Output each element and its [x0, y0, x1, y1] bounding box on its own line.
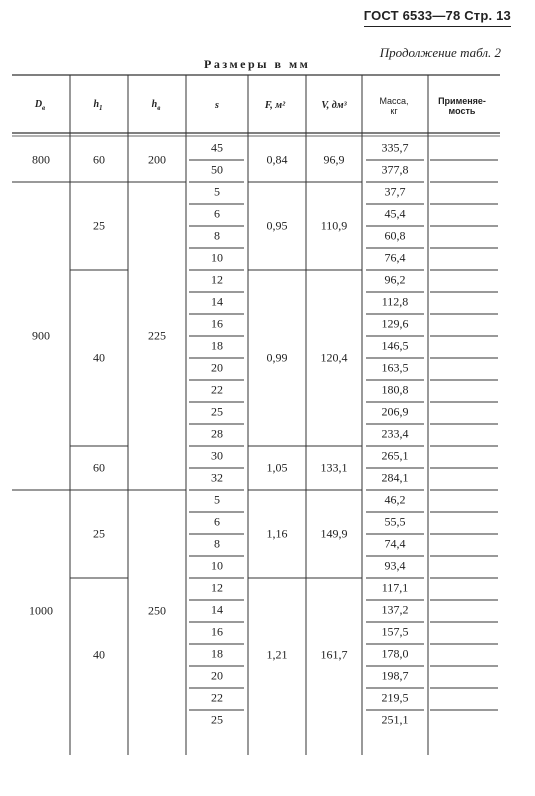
header-mass: Масса, кг: [379, 96, 409, 116]
cell-s: 12: [211, 272, 223, 287]
cell-s: 8: [214, 228, 220, 243]
cell-f: 0,95: [266, 218, 288, 233]
cell-s: 6: [214, 206, 220, 221]
cell-s: 20: [211, 668, 223, 683]
cell-mass: 251,1: [381, 712, 409, 727]
cell-hv: 250: [148, 603, 166, 618]
cell-s: 25: [211, 712, 223, 727]
cell-s: 25: [211, 404, 223, 419]
cell-s: 22: [211, 690, 223, 705]
cell-d: 1000: [29, 603, 53, 618]
cell-s: 16: [211, 624, 223, 639]
cell-h1: 40: [93, 350, 105, 365]
cell-mass: 206,9: [381, 404, 409, 419]
cell-d: 900: [32, 328, 50, 343]
cell-mass: 233,4: [381, 426, 409, 441]
cell-s: 10: [211, 250, 223, 265]
cell-s: 28: [211, 426, 223, 441]
cell-f: 0,99: [266, 350, 288, 365]
page-header: ГОСТ 6533—78 Стр. 13: [364, 8, 511, 27]
header-use: Применяе- мость: [438, 96, 486, 116]
cell-mass: 198,7: [381, 668, 409, 683]
cell-s: 22: [211, 382, 223, 397]
header-f: F, м²: [264, 100, 286, 111]
cell-mass: 45,4: [384, 206, 406, 221]
cell-mass: 46,2: [384, 492, 406, 507]
cell-mass: 74,4: [384, 536, 406, 551]
cell-d: 800: [32, 152, 50, 167]
header-h1: $h_1$: [93, 99, 103, 112]
cell-f: 1,16: [266, 526, 288, 541]
cell-s: 8: [214, 536, 220, 551]
cell-v: 149,9: [320, 526, 348, 541]
cell-f: 1,05: [266, 460, 288, 475]
cell-mass: 157,5: [381, 624, 409, 639]
cell-mass: 76,4: [384, 250, 406, 265]
cell-h1: 60: [93, 460, 105, 475]
cell-mass: 180,8: [381, 382, 409, 397]
cell-s: 20: [211, 360, 223, 375]
cell-s: 16: [211, 316, 223, 331]
cell-s: 14: [211, 602, 223, 617]
cell-mass: 163,5: [381, 360, 409, 375]
cell-mass: 265,1: [381, 448, 409, 463]
cell-v: 96,9: [323, 152, 345, 167]
cell-s: 18: [211, 646, 223, 661]
cell-mass: 129,6: [381, 316, 409, 331]
cell-h1: 25: [93, 526, 105, 541]
header-s: s: [215, 100, 219, 111]
cell-mass: 178,0: [381, 646, 409, 661]
cell-mass: 55,5: [384, 514, 406, 529]
cell-s: 30: [211, 448, 223, 463]
header-hv: $h_в$: [151, 99, 161, 112]
cell-mass: 146,5: [381, 338, 409, 353]
table-continuation-caption: Продолжение табл. 2: [379, 45, 501, 60]
cell-mass: 219,5: [381, 690, 409, 705]
cell-f: 0,84: [266, 152, 288, 167]
cell-s: 6: [214, 514, 220, 529]
cell-v: 110,9: [320, 218, 348, 233]
cell-s: 50: [211, 162, 223, 177]
header-v: V, дм³: [321, 100, 347, 111]
cell-s: 32: [211, 470, 223, 485]
cell-mass: 377,8: [381, 162, 409, 177]
cell-mass: 117,1: [381, 580, 409, 595]
cell-mass: 93,4: [384, 558, 406, 573]
cell-h1: 40: [93, 647, 105, 662]
cell-f: 1,21: [266, 647, 288, 662]
cell-mass: 335,7: [381, 140, 409, 155]
cell-hv: 225: [148, 328, 166, 343]
cell-s: 5: [214, 184, 220, 199]
cell-h1: 25: [93, 218, 105, 233]
cell-s: 5: [214, 492, 220, 507]
cell-s: 18: [211, 338, 223, 353]
cell-s: 10: [211, 558, 223, 573]
cell-mass: 137,2: [381, 602, 409, 617]
cell-v: 120,4: [320, 350, 348, 365]
cell-h1: 60: [93, 152, 105, 167]
cell-mass: 112,8: [381, 294, 409, 309]
cell-mass: 37,7: [384, 184, 406, 199]
cell-s: 45: [211, 140, 223, 155]
header-d: $D_в$: [34, 99, 46, 112]
cell-v: 161,7: [320, 647, 348, 662]
units-caption: Размеры в мм: [204, 57, 311, 71]
cell-mass: 96,2: [384, 272, 406, 287]
cell-s: 12: [211, 580, 223, 595]
cell-mass: 60,8: [384, 228, 406, 243]
cell-hv: 200: [148, 152, 166, 167]
cell-mass: 284,1: [381, 470, 409, 485]
cell-v: 133,1: [320, 460, 348, 475]
cell-s: 14: [211, 294, 223, 309]
